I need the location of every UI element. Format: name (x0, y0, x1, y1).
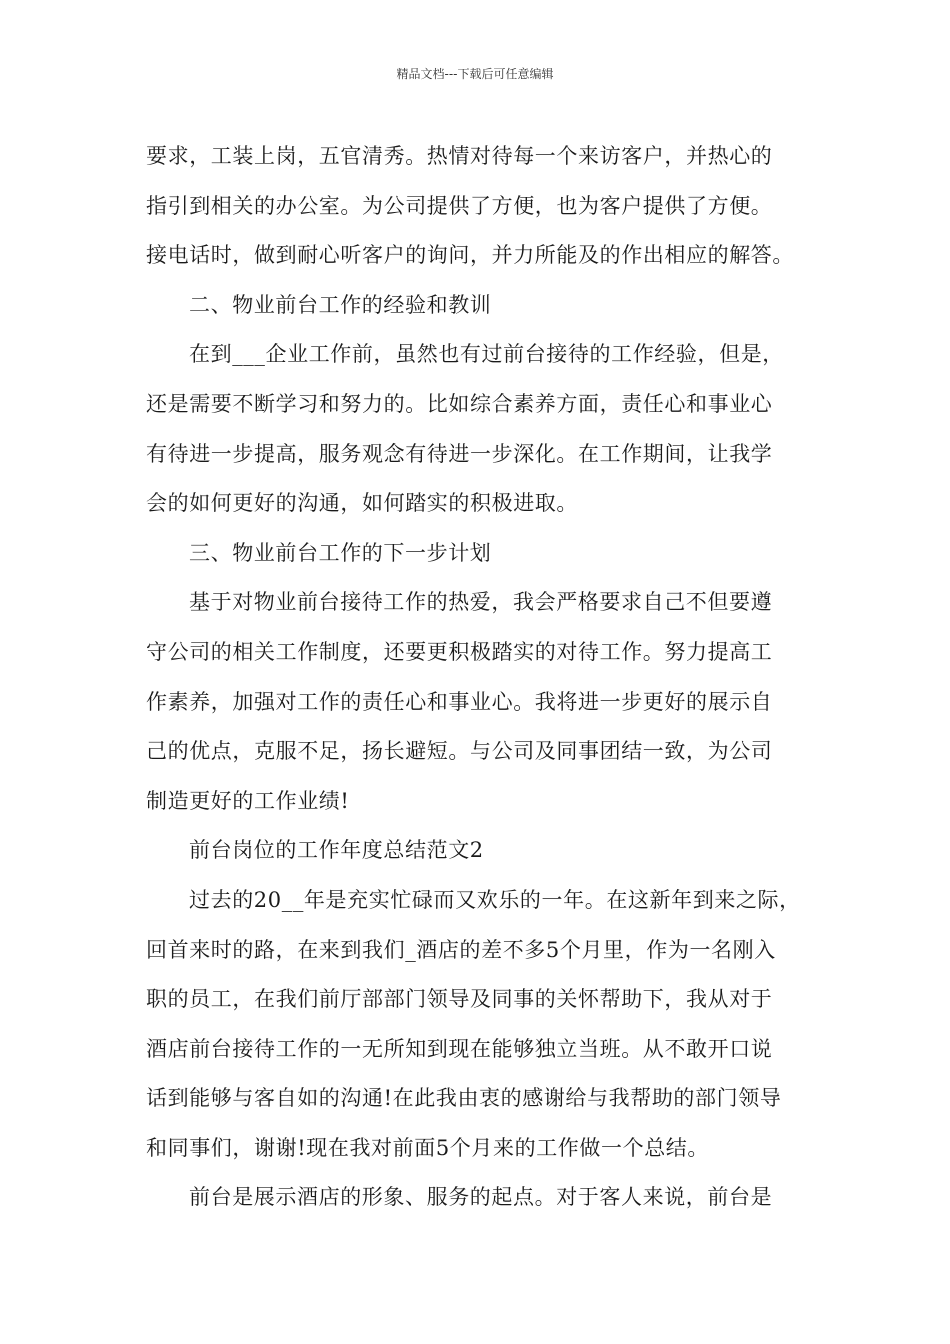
text-line-10: 基于对物业前台接待工作的热爱，我会严格要求自己不但要遵 (189, 590, 773, 615)
text-line-18: 职的员工，在我们前厅部部门领导及同事的关怀帮助下，我从对于 (146, 987, 773, 1012)
text-line-12: 作素养，加强对工作的责任心和事业心。我将进一步更好的展示自 (146, 689, 773, 714)
text-line-16: 过去的20__年是充实忙碌而又欢乐的一年。在这新年到来之际， (189, 887, 801, 912)
article-title-2: 前台岗位的工作年度总结范文2 (189, 838, 484, 863)
text-line-8: 会的如何更好的沟通，如何踏实的积极进取。 (146, 491, 578, 516)
text-line-1: 要求，工装上岗，五官清秀。热情对待每一个来访客户，并热心的 (146, 144, 773, 168)
text-line-21: 和同事们，谢谢!现在我对前面5个月来的工作做一个总结。 (146, 1135, 709, 1160)
section-heading-3: 三、物业前台工作的下一步计划 (189, 540, 492, 565)
text-line-17: 回首来时的路，在来到我们_酒店的差不多5个月里，作为一名刚入 (146, 937, 776, 962)
text-line-11: 守公司的相关工作制度，还要更积极踏实的对待工作。努力提高工 (146, 639, 773, 664)
text-line-22: 前台是展示酒店的形象、服务的起点。对于客人来说，前台是 (189, 1185, 773, 1210)
section-heading-2: 二、物业前台工作的经验和教训 (189, 292, 492, 317)
text-line-5: 在到___企业工作前，虽然也有过前台接待的工作经验，但是， (189, 342, 784, 367)
text-line-2: 指引到相关的办公室。为公司提供了方便，也为客户提供了方便。 (146, 193, 773, 218)
text-line-6: 还是需要不断学习和努力的。比如综合素养方面，责任心和事业心 (146, 391, 773, 416)
page-header: 精品文档---下载后可任意编辑 (396, 67, 554, 81)
text-line-20: 话到能够与客自如的沟通!在此我由衷的感谢给与我帮助的部门领导 (146, 1086, 782, 1111)
text-line-3: 接电话时，做到耐心听客户的询问，并力所能及的作出相应的解答。 (146, 243, 794, 268)
text-line-19: 酒店前台接待工作的一无所知到现在能够独立当班。从不敢开口说 (146, 1036, 773, 1061)
text-line-7: 有待进一步提高，服务观念有待进一步深化。在工作期间，让我学 (146, 441, 773, 466)
document-body (146, 132, 814, 1223)
text-line-13: 己的优点，克服不足，扬长避短。与公司及同事团结一致，为公司 (146, 739, 773, 764)
text-line-14: 制造更好的工作业绩! (146, 788, 350, 813)
